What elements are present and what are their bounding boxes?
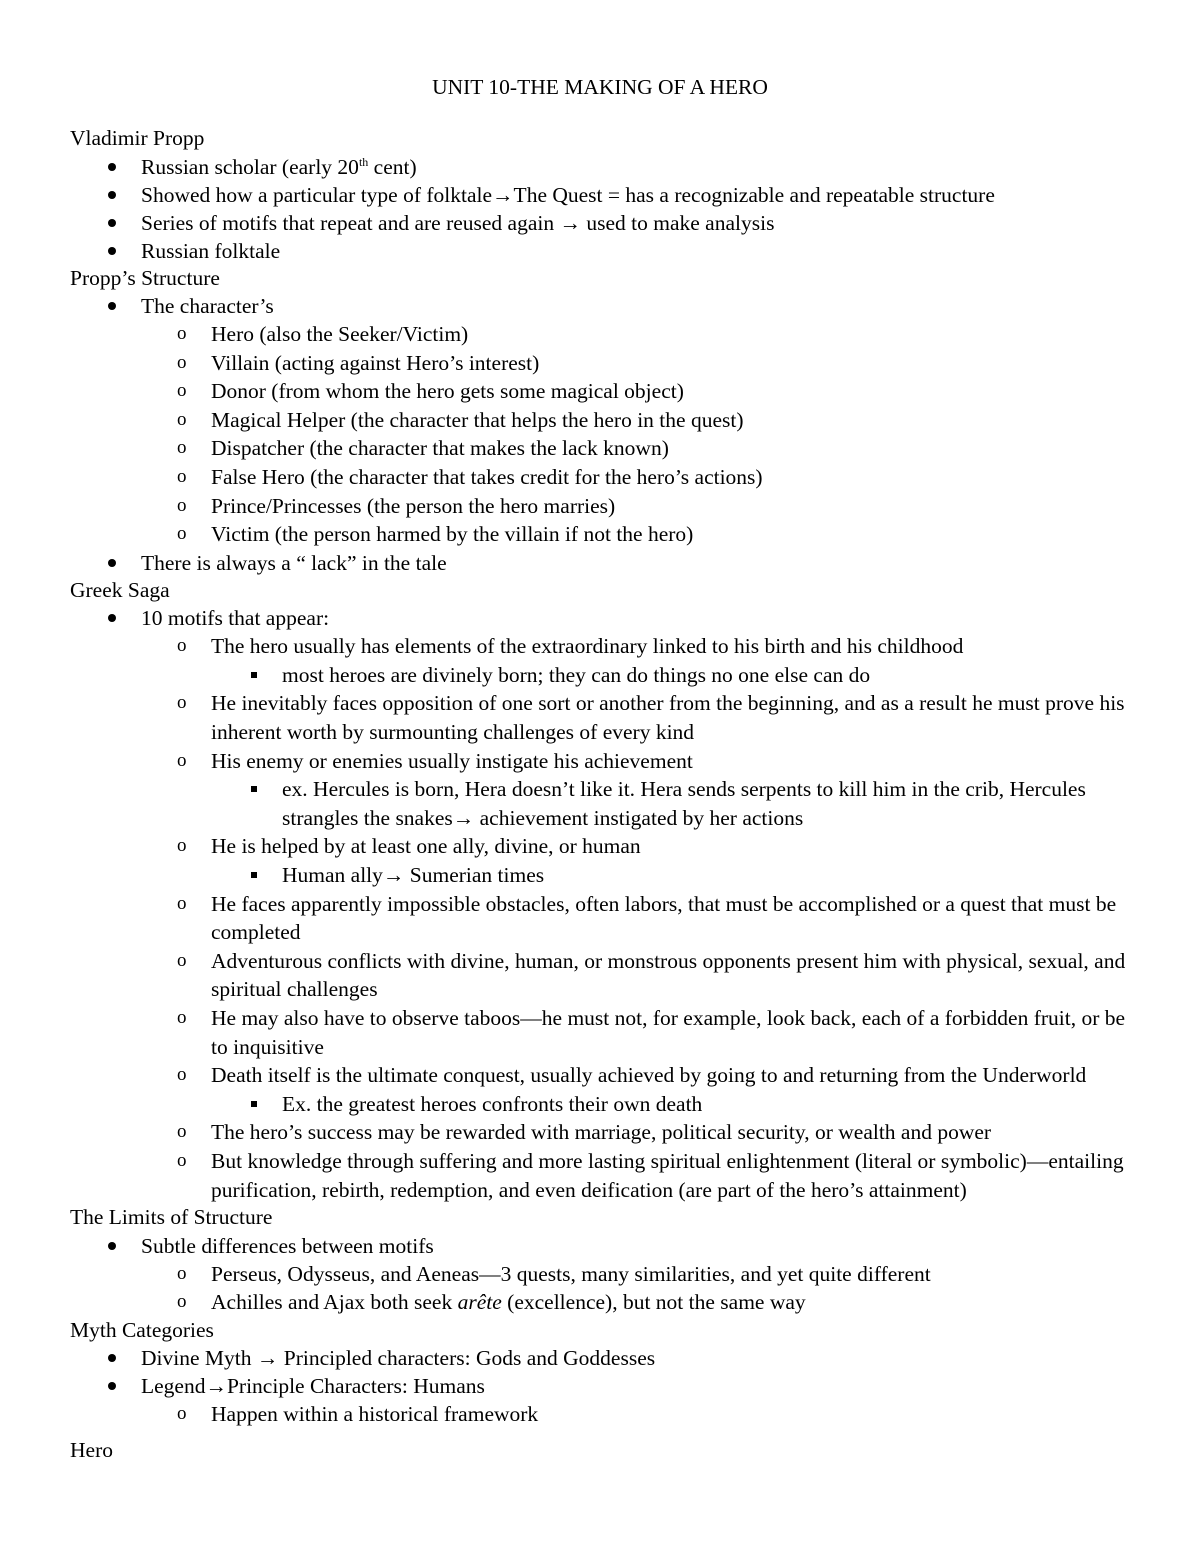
motifs-list xyxy=(70,689,1140,775)
motif-sublist xyxy=(70,861,1140,890)
bullet-disc-icon xyxy=(108,163,116,171)
bullet-circle-icon: o xyxy=(177,892,187,914)
list-item: ex. Hercules is born, Hera doesn’t like it. Hera sends serpents to kill him in the crib, Hercules strangles the snakes→ achievement instigated by her actions xyxy=(70,775,1140,832)
section-heading-propps-structure: Propp’s Structure xyxy=(70,265,220,290)
bullet-square-icon xyxy=(251,786,257,792)
list-item: Legend→Principle Characters: Humans xyxy=(70,1372,1140,1400)
limits-list xyxy=(70,1232,1140,1260)
list-item: o The hero usually has elements of the extraordinary linked to his birth and his childhood xyxy=(177,634,964,659)
bullet-circle-icon: o xyxy=(177,1262,187,1284)
bullet-square-icon xyxy=(251,1101,257,1107)
list-item: o Happen within a historical framework xyxy=(177,1402,539,1427)
list-item: o Donor (from whom the hero gets some magical object) xyxy=(177,379,684,404)
limits-sublist xyxy=(70,1260,1140,1317)
structure-list xyxy=(70,292,1140,320)
list-item: o Hero (also the Seeker/Victim) xyxy=(177,322,469,346)
list-item: o Achilles and Ajax both seek arête (excellence), but not the same way xyxy=(177,1290,806,1315)
categories-sublist xyxy=(70,1400,1140,1429)
bullet-disc-icon xyxy=(108,1382,116,1390)
motifs-list xyxy=(70,1118,1140,1204)
list-item: The character’s xyxy=(70,292,1140,320)
bullet-disc-icon xyxy=(108,191,116,199)
saga-list xyxy=(70,604,1140,632)
propp-list xyxy=(70,153,1140,265)
bullet-circle-icon: o xyxy=(177,380,187,402)
bullet-circle-icon: o xyxy=(177,749,187,771)
list-item: o His enemy or enemies usually instigate his achievement xyxy=(177,748,693,773)
characters-list xyxy=(70,320,1140,549)
list-item: o Adventurous conflicts with divine, human, or monstrous opponents present him with physical, sexual, and spiritual challenges xyxy=(177,948,1126,1002)
list-item: o Prince/Princesses (the person the hero marries) xyxy=(177,493,616,518)
bullet-circle-icon: o xyxy=(177,437,187,459)
list-item: o Magical Helper (the character that helps the hero in the quest) xyxy=(177,407,744,432)
motif-sublist xyxy=(70,775,1140,832)
list-item: o He may also have to observe taboos—he must not, for example, look back, each of a forbidden fruit, or be to inquisitive xyxy=(177,1005,1126,1059)
motifs-list xyxy=(70,890,1140,1090)
bullet-circle-icon: o xyxy=(177,465,187,487)
bullet-circle-icon: o xyxy=(177,1006,187,1028)
list-item: o Dispatcher (the character that makes the lack known) xyxy=(177,436,669,461)
list-item: 10 motifs that appear: xyxy=(70,604,1140,632)
section-heading-myth-categories: Myth Categories xyxy=(70,1317,214,1342)
list-item: Subtle differences between motifs xyxy=(70,1232,1140,1260)
section-heading-vladimir-propp: Vladimir Propp xyxy=(70,126,205,150)
list-item: Ex. the greatest heroes confronts their own death xyxy=(70,1090,1140,1119)
list-item: most heroes are divinely born; they can do things no one else can do xyxy=(70,661,1140,690)
list-item: Series of motifs that repeat and are reused again → used to make analysis xyxy=(70,209,1140,237)
list-item: There is always a “ lack” in the tale xyxy=(70,549,1140,577)
list-item: o Perseus, Odysseus, and Aeneas—3 quests, many similarities, and yet quite different xyxy=(177,1261,931,1286)
section-heading-greek-saga: Greek Saga xyxy=(70,577,170,602)
bullet-circle-icon: o xyxy=(177,408,187,430)
bullet-disc-icon xyxy=(108,1354,116,1362)
categories-list xyxy=(70,1344,1140,1400)
section-heading-hero: Hero xyxy=(70,1437,113,1462)
bullet-square-icon xyxy=(251,872,257,878)
bullet-disc-icon xyxy=(108,247,116,255)
bullet-circle-icon: o xyxy=(177,835,187,857)
bullet-circle-icon: o xyxy=(177,949,187,971)
list-item: o He is helped by at least one ally, divine, or human xyxy=(177,834,641,859)
list-item: Russian folktale xyxy=(70,237,1140,265)
list-item: o Victim (the person harmed by the villain if not the hero) xyxy=(177,522,694,547)
bullet-disc-icon xyxy=(108,614,116,622)
motif-sublist xyxy=(70,661,1140,690)
bullet-disc-icon xyxy=(108,219,116,227)
list-item: Human ally→ Sumerian times xyxy=(70,861,1140,890)
bullet-circle-icon: o xyxy=(177,1064,187,1086)
list-item: Showed how a particular type of folktale→The Quest = has a recognizable and repeatable structure xyxy=(70,181,1140,209)
list-item: Divine Myth → Principled characters: Gods and Goddesses xyxy=(70,1344,1140,1372)
bullet-disc-icon xyxy=(108,302,116,310)
bullet-circle-icon: o xyxy=(177,351,187,373)
bullet-square-icon xyxy=(251,672,257,678)
bullet-circle-icon: o xyxy=(177,1291,187,1313)
list-item: Russian scholar (early 20th cent) xyxy=(70,153,1140,181)
bullet-circle-icon: o xyxy=(177,1403,187,1425)
bullet-circle-icon: o xyxy=(177,635,187,657)
list-item: o Death itself is the ultimate conquest, usually achieved by going to and returning from the Underworld xyxy=(177,1063,1087,1088)
bullet-disc-icon xyxy=(108,1242,116,1250)
bullet-disc-icon xyxy=(108,559,116,567)
bullet-circle-icon: o xyxy=(177,323,187,344)
bullet-circle-icon: o xyxy=(177,692,187,714)
bullet-circle-icon: o xyxy=(177,494,187,516)
motifs-list xyxy=(70,632,1140,661)
motifs-list xyxy=(70,832,1140,861)
motif-sublist xyxy=(70,1090,1140,1119)
list-item: o But knowledge through suffering and more lasting spiritual enlightenment (literal or symbolic)—entailing purification, rebirth, redemption, and even deification (are part of the hero’s attainment) xyxy=(177,1148,1124,1202)
list-item: o The hero’s success may be rewarded with marriage, political security, or wealth and power xyxy=(177,1120,992,1145)
document-body xyxy=(70,125,1140,1464)
structure-list-tail xyxy=(70,549,1140,577)
section-heading-limits-of-structure: The Limits of Structure xyxy=(70,1205,273,1230)
list-item: o Villain (acting against Hero’s interest) xyxy=(177,350,540,375)
list-item: o He inevitably faces opposition of one sort or another from the beginning, and as a result he must prove his inherent worth by surmounting challenges of every kind xyxy=(177,691,1125,745)
bullet-circle-icon: o xyxy=(177,523,187,545)
list-item: o He faces apparently impossible obstacles, often labors, that must be accomplished or a quest that must be completed xyxy=(177,891,1117,945)
list-item: o False Hero (the character that takes credit for the hero’s actions) xyxy=(177,464,763,489)
bullet-circle-icon: o xyxy=(177,1149,187,1171)
page-title: UNIT 10-THE MAKING OF A HERO xyxy=(432,75,768,99)
bullet-circle-icon: o xyxy=(177,1121,187,1143)
